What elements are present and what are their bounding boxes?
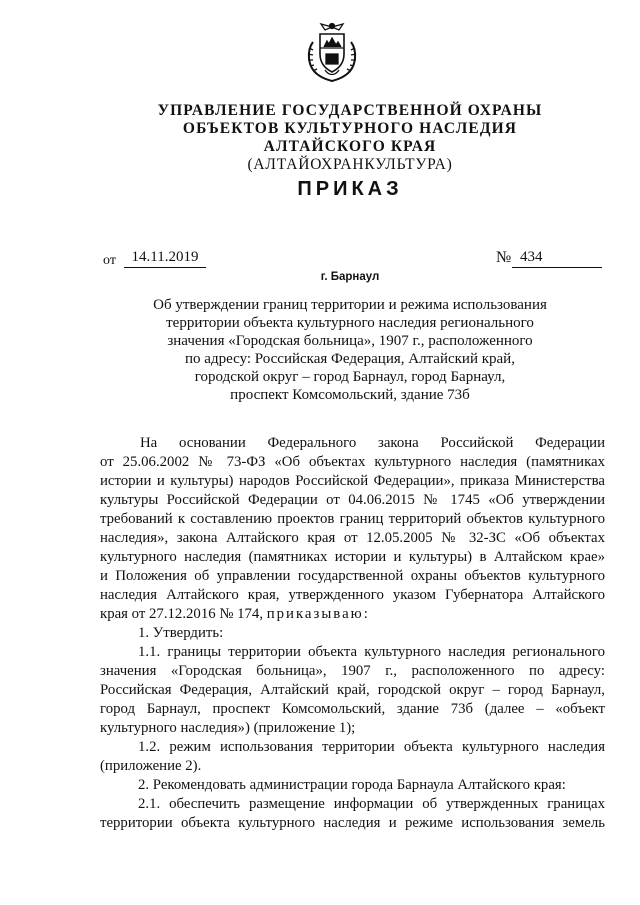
- body-line: культурного наследия») (приложение 1);: [100, 720, 356, 736]
- document-number: 434: [512, 249, 602, 268]
- body-line: значения «Городская больница», 1907 г., расположенного по адресу:: [100, 663, 605, 679]
- item-2-1: 2.1. обеспечить размещение информации об утвержденных границах: [138, 796, 605, 812]
- body-line: (приложение 2).: [100, 758, 202, 774]
- organization-name: [0, 102, 640, 174]
- number-label: №: [496, 249, 512, 266]
- org-line-3: АЛТАЙСКОГО КРАЯ: [263, 138, 437, 155]
- org-line-1: УПРАВЛЕНИЕ ГОСУДАРСТВЕННОЙ ОХРАНЫ: [157, 102, 543, 119]
- body-line: [100, 605, 605, 624]
- coat-of-arms-emblem-icon: [303, 20, 361, 84]
- body-line: наследия Алтайского края, утвержденного указом Губернатора Алтайского: [100, 587, 605, 603]
- subject-line: проспект Комсомольский, здание 73б: [230, 387, 470, 403]
- body-line: территории объекта культурного наследия и режиме использования земель: [100, 815, 605, 831]
- city-name: г. Барнаул: [320, 271, 380, 283]
- body-line: наследия», закона Алтайского края от 12.05.2005 № 32-ЗС «Об объектах: [100, 530, 605, 546]
- body-line: требований к составлению проектов границ территорий объектов культурного: [100, 511, 605, 527]
- body-line: от 25.06.2002 № 73-ФЗ «Об объектах культурного наследия (памятниках: [100, 454, 605, 470]
- document-date: 14.11.2019: [124, 249, 206, 268]
- order-word: приказываю:: [266, 606, 370, 622]
- date-label: от: [103, 253, 116, 268]
- body-line: истории и культуры) народов Российской Федерации», приказа Министерства: [100, 473, 605, 489]
- document-type-title: ПРИКАЗ: [297, 178, 403, 200]
- item-2: 2. Рекомендовать администрации города Барнаула Алтайского края:: [138, 777, 566, 793]
- subject-line: территории объекта культурного наследия регионального: [166, 315, 534, 331]
- item-1: 1. Утвердить:: [138, 625, 224, 641]
- document-subject: [80, 296, 620, 404]
- body-text: края от 27.12.2016 № 174,: [100, 606, 264, 622]
- body-line: На основании Федерального закона Российской Федерации: [140, 435, 605, 451]
- body-line: культуры Российской Федерации от 04.06.2015 № 1745 «Об утверждении: [100, 492, 605, 508]
- subject-line: Об утверждении границ территории и режима использования: [153, 297, 547, 313]
- body-line: и Положения об управлении государственной охраны объектов культурного: [100, 568, 605, 584]
- subject-line: по адресу: Российская Федерация, Алтайский край,: [185, 351, 515, 367]
- item-1-1: 1.1. границы территории объекта культурного наследия регионального: [138, 644, 605, 660]
- subject-line: городской округ – город Барнаул, город Барнаул,: [194, 369, 506, 385]
- org-line-4: (АЛТАЙОХРАНКУЛЬТУРА): [247, 156, 453, 173]
- subject-line: значения «Городская больница», 1907 г., расположенного: [167, 333, 533, 349]
- body-line: Российская Федерация, Алтайский край, городской округ – город Барнаул,: [100, 682, 605, 698]
- item-1-2: 1.2. режим использования территории объекта культурного наследия: [138, 739, 605, 755]
- body-line: культурного наследия (памятниках истории и культуры) в Алтайском крае»: [100, 549, 605, 565]
- document-body: [100, 434, 605, 833]
- org-line-2: ОБЪЕКТОВ КУЛЬТУРНОГО НАСЛЕДИЯ: [182, 120, 518, 137]
- body-line: город Барнаул, проспект Комсомольский, здание 73б (далее – «объект: [100, 701, 605, 717]
